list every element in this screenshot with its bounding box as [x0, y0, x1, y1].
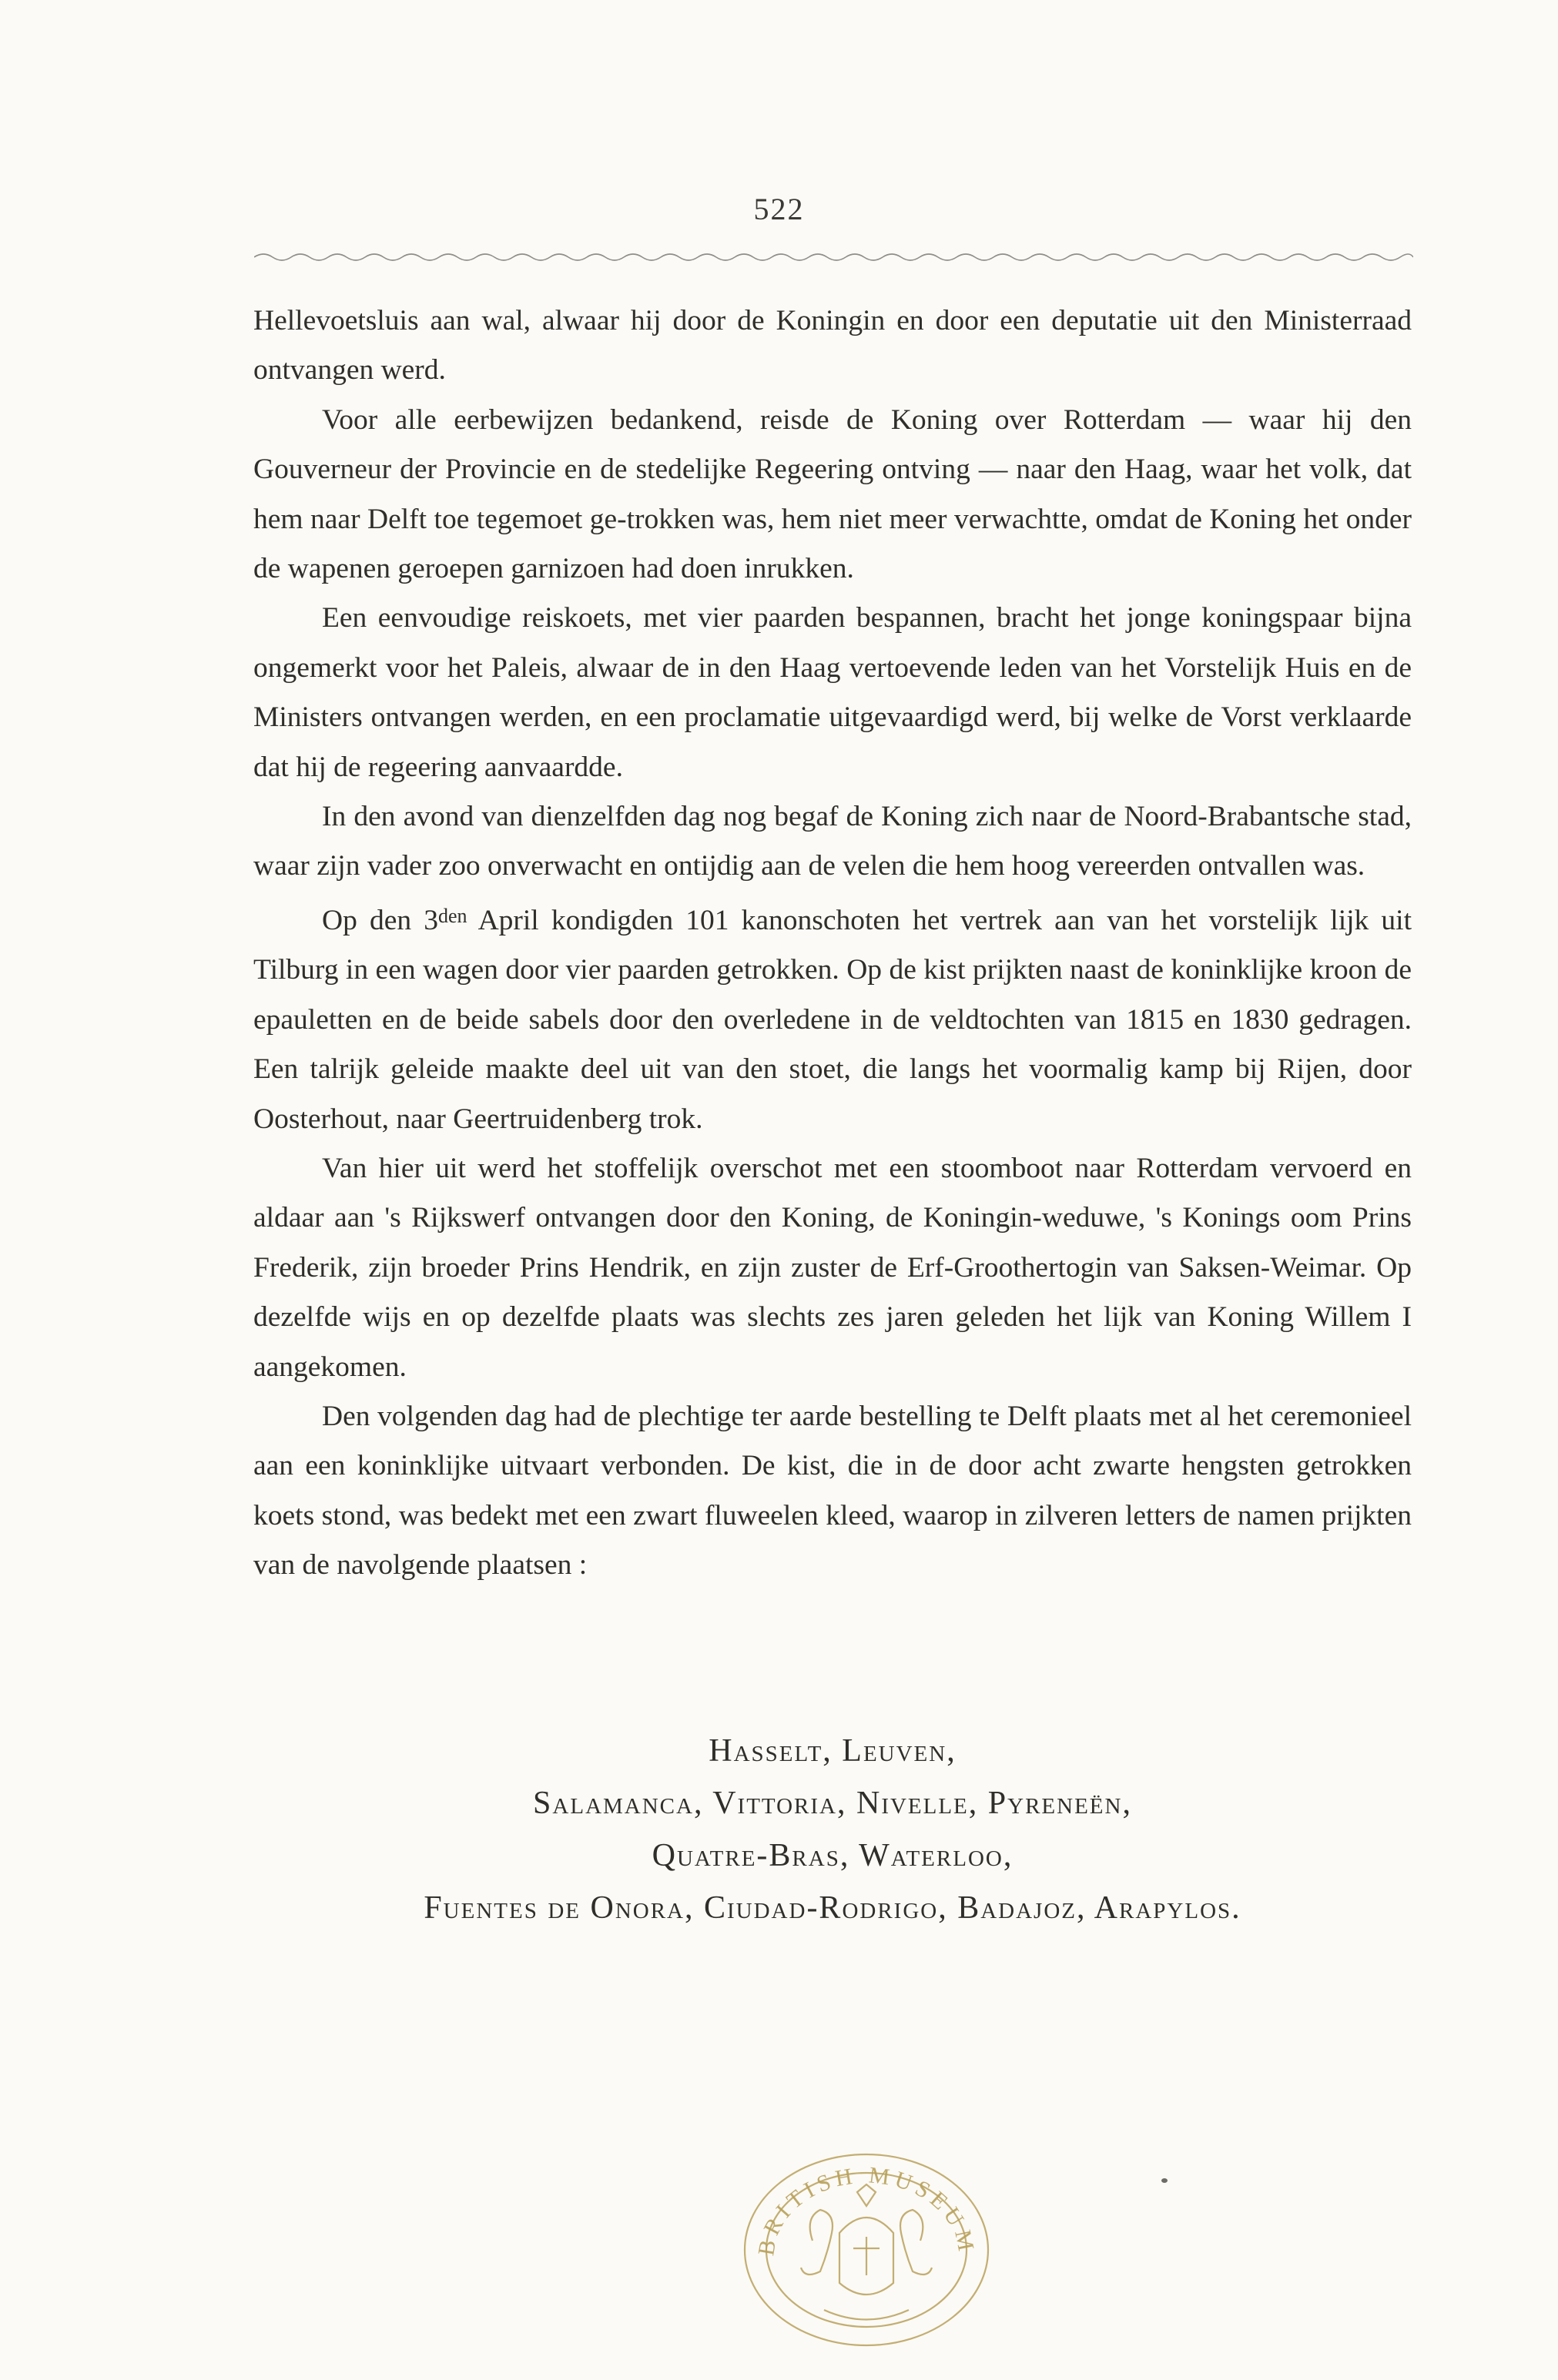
paragraph-1: Hellevoetsluis aan wal, alwaar hij door de Koningin en door een deputatie uit den Ministerraad ontvangen werd. — [253, 305, 1412, 387]
paragraph-5-rest: April kondigden 101 kanonschoten het vertrek aan van het vorstelijk lijk uit Tilburg in een wagen door vier paarden getrokken. Op de kist prijkten naast de koninklijke kroon de epauletten en de beide sabels door den overledene in de veldtochten van 1815 en 1830 gedragen. Een talrijk geleide maakte deel uit van den stoet, die langs het voormalig kamp bij Rijen, door Oosterhout, naar Geertruidenberg trok. — [253, 904, 1412, 1135]
ink-speck — [1161, 2178, 1168, 2183]
places-line-3: Quatre-Bras, Waterloo, — [652, 1838, 1014, 1873]
library-stamp — [739, 2148, 993, 2352]
paragraph-6: Van hier uit werd het stoffelijk overschot met een stoomboot naar Rotterdam vervoerd en aldaar aan 's Rijkswerf ontvangen door den Koning, de Koningin-weduwe, 's Konings oom Prins Frederik, zijn broeder Prins Hendrik, en zijn zuster de Erf-Groothertogin van Saksen-Weimar. Op dezelfde wijs en op dezelfde plaats was slechts zes jaren geleden het lijk van Koning Willem I aangekomen. — [253, 1152, 1412, 1383]
paragraph-3: Een eenvoudige reiskoets, met vier paarden bespannen, bracht het jonge koningspaar bijna ongemerkt voor het Paleis, alwaar de in den Haag vertoevende leden van het Vorstelijk Huis en de Ministers ontvangen werden, en een proclamatie uitgevaardigd werd, bij welke de Vorst verklaarde dat hij de regeering aanvaardde. — [253, 602, 1412, 783]
paragraph-5 — [253, 892, 1412, 1144]
paragraph-2: Voor alle eerbewijzen bedankend, reisde de Koning over Rotterdam — waar hij den Gouverneur der Provincie en de stedelijke Regeering ontving — naar den Haag, waar het volk, dat hem naar Delft toe tegemoet ge-trokken was, hem niet meer verwachtte, omdat de Koning het onder de wapenen geroepen garnizoen had doen inrukken. — [253, 403, 1412, 585]
places-line-2: Salamanca, Vittoria, Nivelle, Pyreneën, — [533, 1786, 1132, 1821]
body-text — [253, 296, 1412, 1591]
ornamental-rule — [254, 248, 1413, 266]
paragraph-7: Den volgenden dag had de plechtige ter aarde bestelling te Delft plaats met al het ceremonieel aan een koninklijke uitvaart verbonden. De kist, die in de door acht zwarte hengsten getrokken koets stond, was bedekt met een zwart fluweelen kleed, waarop in zilveren letters de namen prijkten van de navolgende plaatsen : — [253, 1400, 1412, 1582]
stamp-text: BRITISH MUSEUM — [753, 2162, 980, 2258]
paragraph-4: In den avond van dienzelfden dag nog begaf de Koning zich naar de Noord-Brabantsche stad, waar zijn vader zoo onverwacht en ontijdig aan de velen die hem hoog vereerden ontvallen was. — [253, 801, 1412, 882]
places-list — [253, 1725, 1412, 1934]
places-line-4: Fuentes de Onora, Ciudad-Rodrigo, Badajoz, Arapylos. — [424, 1890, 1241, 1926]
places-line-1: Hasselt, Leuven, — [709, 1733, 957, 1769]
ordinal-suffix: den — [437, 904, 467, 927]
page-number: 522 — [753, 192, 805, 226]
paragraph-5-start: Op den 3 — [322, 904, 438, 936]
